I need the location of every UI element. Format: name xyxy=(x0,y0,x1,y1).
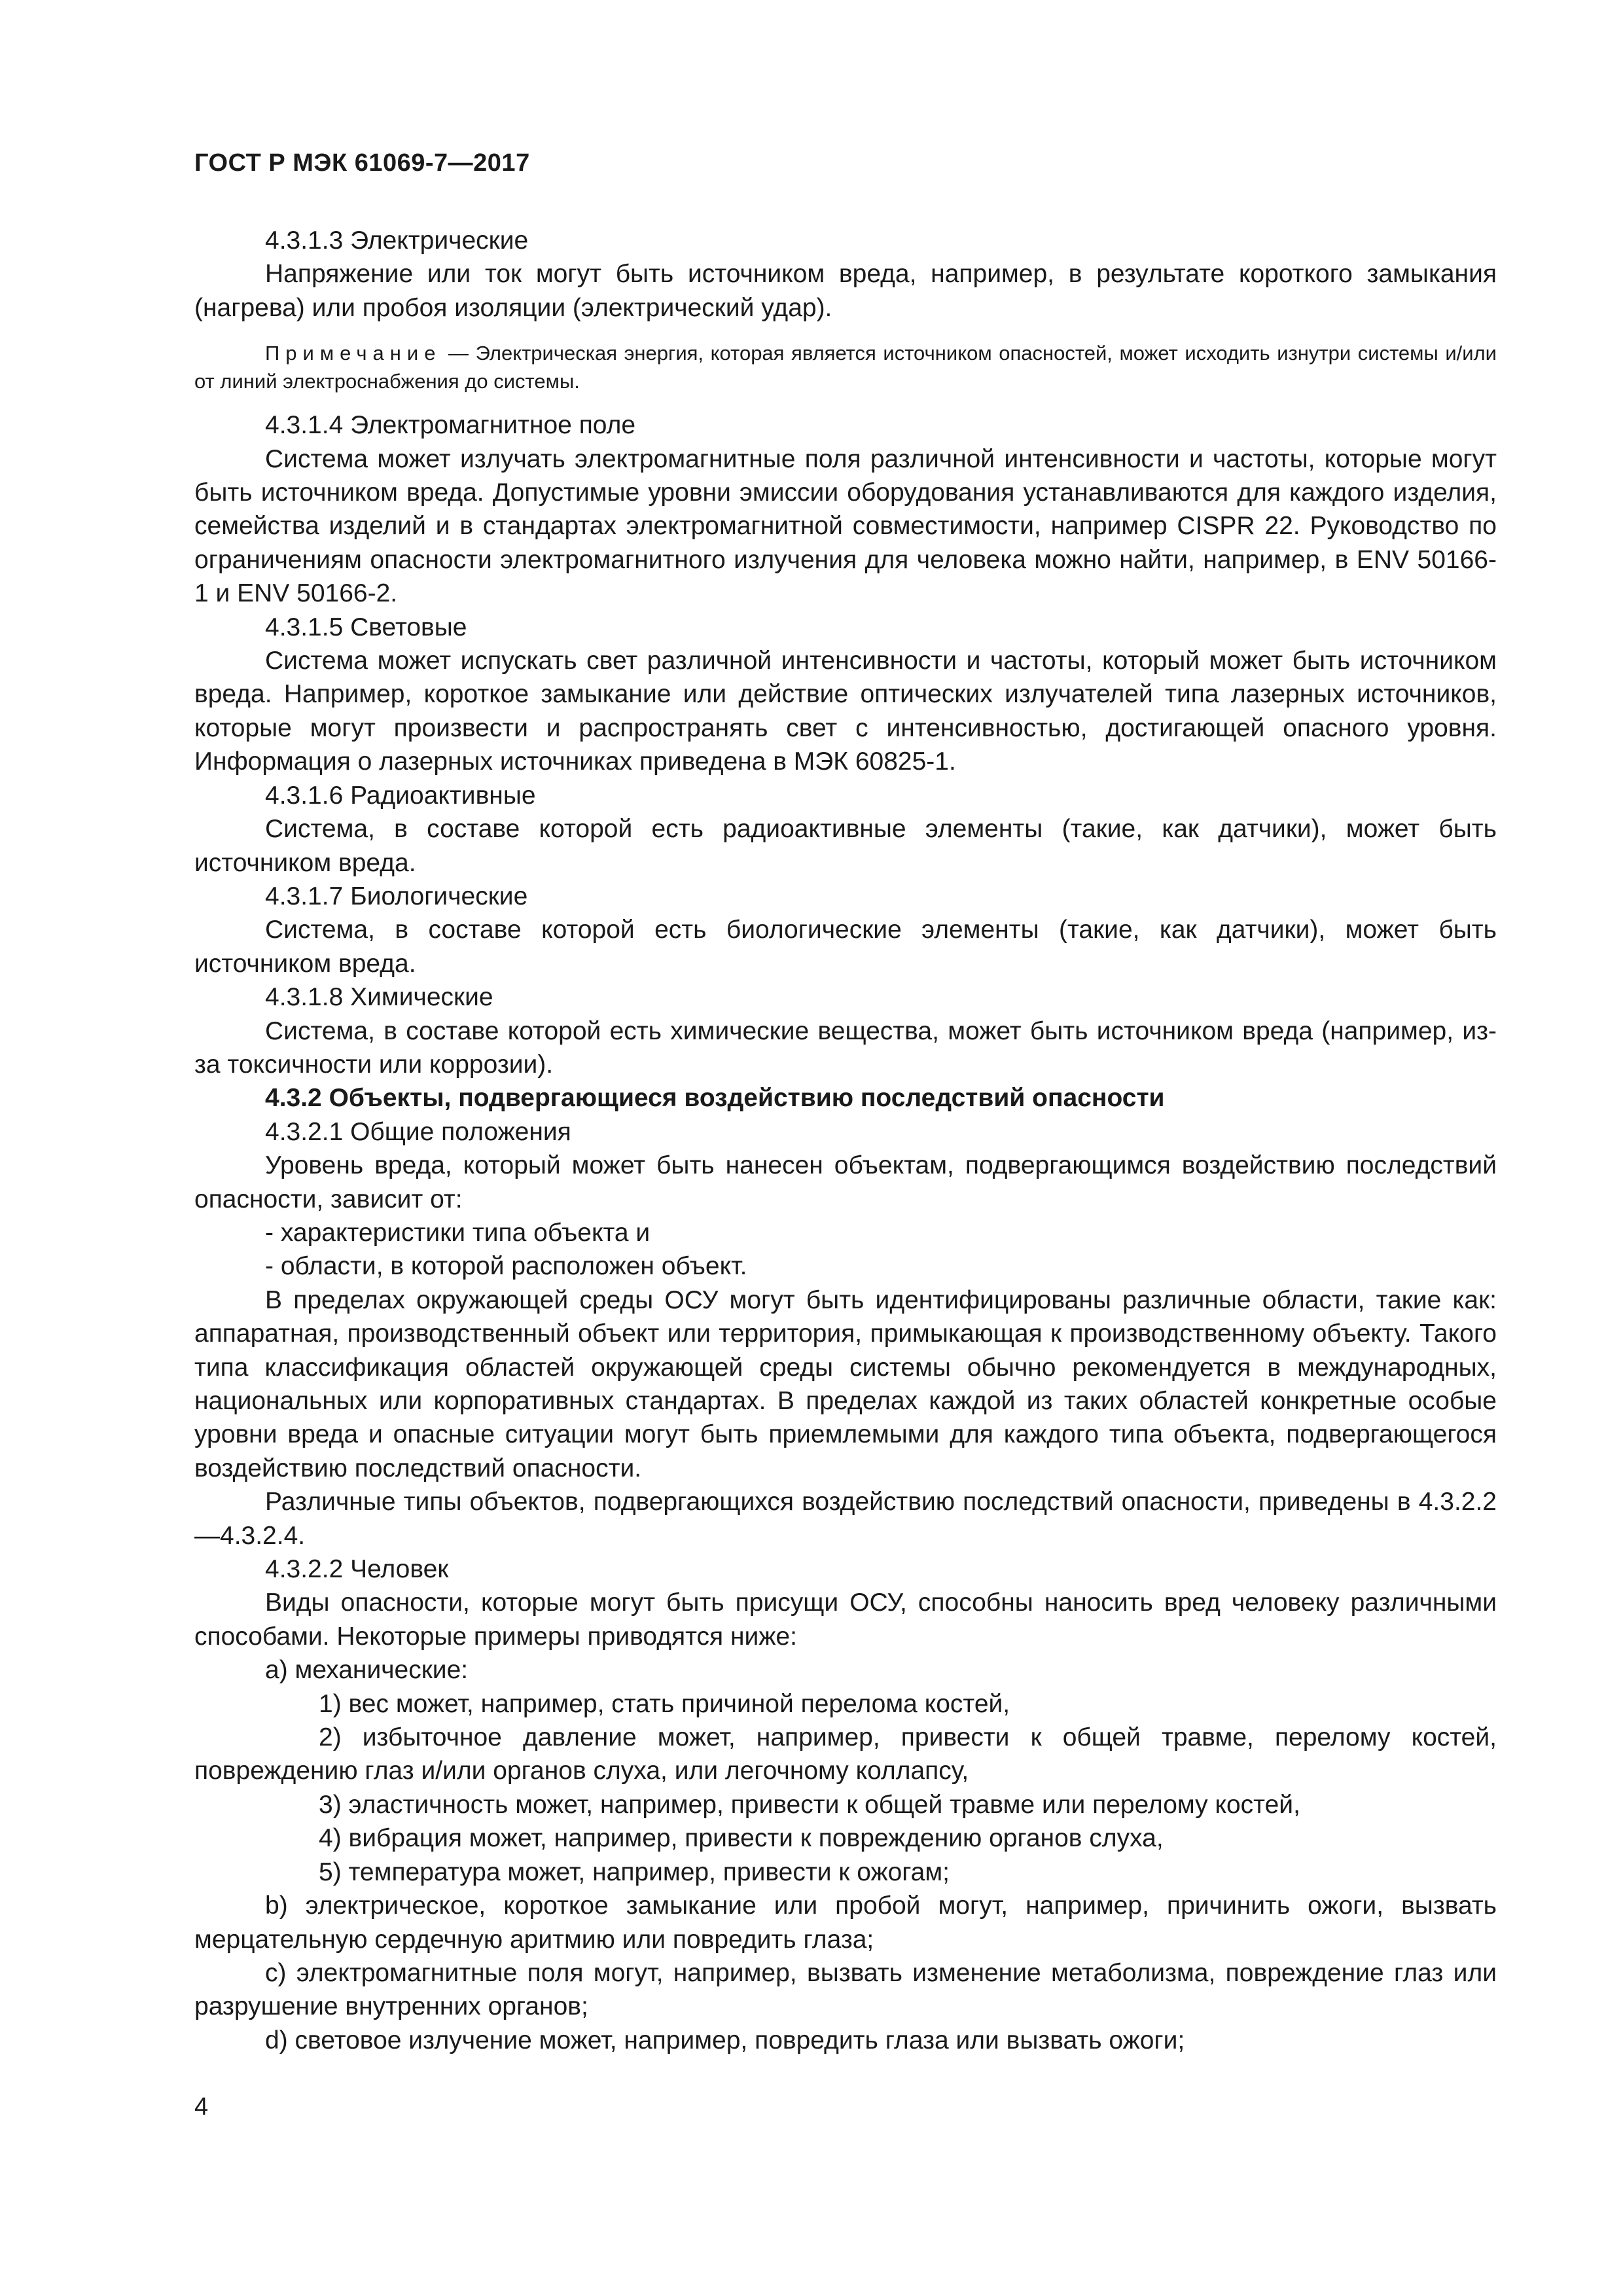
section-text-4-3-1-3: Напряжение или ток могут быть источником вреда, например, в результате короткого замыкания (нагрева) или пробоя изоляции (электрический удар). xyxy=(194,260,1497,322)
standard-designation: ГОСТ Р МЭК 61069-7—2017 xyxy=(194,149,530,177)
section-paragraph: В пределах окружающей среды ОСУ могут быть идентифицированы различные области, такие как: аппаратная, производственный объект или территория, примыкающая к производственному объекту. Такого типа классификация областей окружающей среды системы обычно рекомендуется в международных, национальных или корпоративных стандартах. В пределах каждой из таких областей конкретные особые уровни вреда и опасные ситуации могут быть приемлемыми для каждого типа объекта, подвергающегося воздействию последствий опасности. xyxy=(194,1285,1497,1482)
section-text-4-3-1-5: Система может испускать свет различной интенсивности и частоты, который может быть источником вреда. Например, короткое замыкание или действие оптических излучателей типа лазерных источников, которые могут произвести и распространять свет с интенсивностью, достигающей опасного уровня. Информация о лазерных источниках приведена в МЭК 60825-1. xyxy=(194,647,1497,776)
page-number: 4 xyxy=(194,2093,209,2121)
list-subitem: 1) вес может, например, стать причиной перелома костей, xyxy=(319,1689,1010,1718)
list-item: - области, в которой расположен объект. xyxy=(265,1252,747,1281)
section-heading-4-3-2: 4.3.2 Объекты, подвергающиеся воздействию последствий опасности xyxy=(265,1084,1165,1113)
list-item-c: c) электромагнитные поля могут, например, вызвать изменение метаболизма, повреждение глаз или разрушение внутренних органов; xyxy=(194,1958,1497,2021)
section-text-4-3-1-4: Система может излучать электромагнитные поля различной интенсивности и частоты, которые могут быть источником вреда. Допустимые уровни эмиссии оборудования устанавливаются для каждого изделия, семейства изделий и в стандартах электромагнитной совместимости, например CISPR 22. Руководство по ограничениям опасности электромагнитного излучения для человека можно найти, например, в ENV 50166-1 и ENV 50166-2. xyxy=(194,444,1497,608)
list-item-b: b) электрическое, короткое замыкание или пробой могут, например, причинить ожоги, вызвать мерцательную сердечную аритмию или повредить глаза; xyxy=(194,1892,1497,1954)
section-paragraph: Различные типы объектов, подвергающихся воздействию последствий опасности, приведены в 4.3.2.2—4.3.2.4. xyxy=(194,1488,1497,1550)
section-text-4-3-2-2: Виды опасности, которые могут быть присущи ОСУ, способны наносить вред человеку различными способами. Некоторые примеры приводятся ниже: xyxy=(194,1588,1497,1651)
section-text-4-3-1-7: Система, в составе которой есть биологические элементы (такие, как датчики), может быть источником вреда. xyxy=(194,916,1497,978)
list-item-d: d) световое излучение может, например, повредить глаза или вызвать ожоги; xyxy=(265,2026,1185,2054)
note-text: — Электрическая энергия, которая является источником опасностей, может исходить изнутри системы и/или от линий электроснабжения до системы. xyxy=(194,342,1497,393)
note xyxy=(194,339,1497,395)
section-heading-4-3-1-4: 4.3.1.4 Электромагнитное поле xyxy=(265,411,636,440)
note-label: Примечание xyxy=(265,342,442,365)
list-subitem: 2) избыточное давление может, например, привести к общей травме, перелому костей, повреждению глаз и/или органов слуха, или легочному коллапсу, xyxy=(194,1723,1497,1785)
section-text-4-3-1-8: Система, в составе которой есть химические вещества, может быть источником вреда (например, из-за токсичности или коррозии). xyxy=(194,1016,1497,1079)
list-subitem: 4) вибрация может, например, привести к повреждению органов слуха, xyxy=(319,1824,1164,1853)
section-text-4-3-1-6: Система, в составе которой есть радиоактивные элементы (такие, как датчики), может быть источником вреда. xyxy=(194,815,1497,877)
list-subitem: 3) эластичность может, например, привести к общей травме или перелому костей, xyxy=(319,1790,1300,1819)
list-subitem: 5) температура может, например, привести к ожогам; xyxy=(319,1857,950,1886)
section-text-4-3-2-1: Уровень вреда, который может быть нанесен объектам, подвергающимся воздействию последствий опасности, зависит от: xyxy=(194,1151,1497,1213)
section-heading-4-3-2-2: 4.3.2.2 Человек xyxy=(265,1555,449,1584)
list-item-a: а) механические: xyxy=(265,1656,469,1685)
section-heading-4-3-1-6: 4.3.1.6 Радиоактивные xyxy=(265,781,536,810)
section-heading-4-3-1-5: 4.3.1.5 Световые xyxy=(265,613,467,641)
list-item: - характеристики типа объекта и xyxy=(265,1218,651,1247)
section-heading-4-3-1-3: 4.3.1.3 Электрические xyxy=(265,226,529,255)
section-heading-4-3-1-7: 4.3.1.7 Биологические xyxy=(265,882,528,910)
page-body xyxy=(194,224,1497,2057)
section-heading-4-3-1-8: 4.3.1.8 Химические xyxy=(265,983,493,1012)
section-heading-4-3-2-1: 4.3.2.1 Общие положения xyxy=(265,1117,571,1146)
